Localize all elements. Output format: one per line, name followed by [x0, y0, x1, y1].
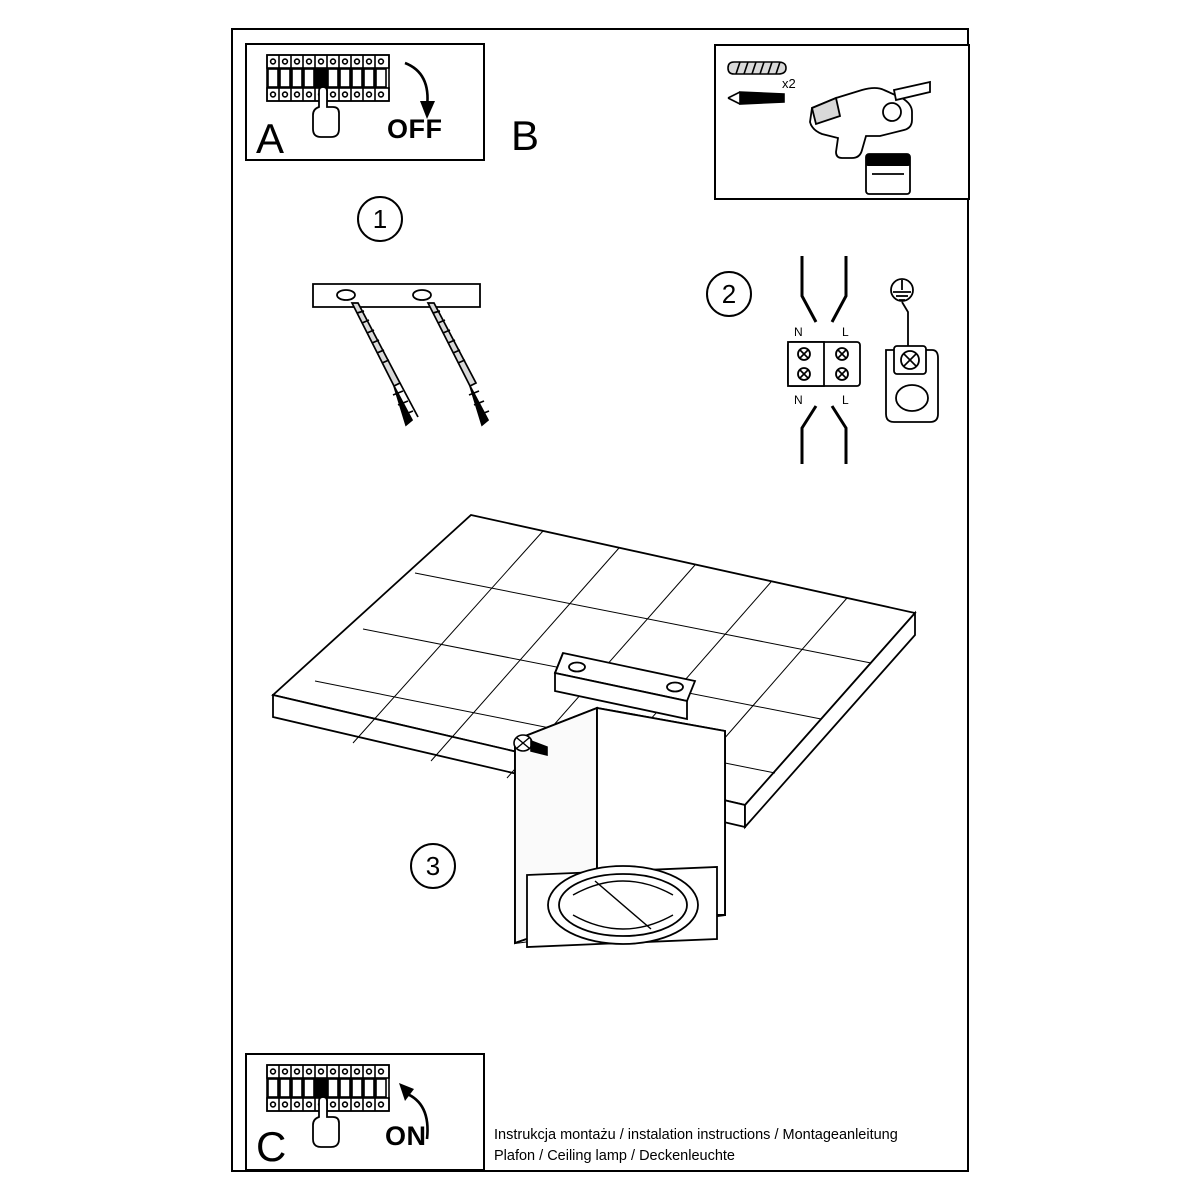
wiring-label-l-bottom: L — [842, 393, 849, 407]
step-3-graphic — [255, 495, 955, 965]
step-1-graphic — [300, 275, 530, 455]
panel-b — [714, 44, 970, 200]
step-3-badge — [410, 843, 456, 889]
panel-a-letter: A — [256, 115, 285, 162]
panel-b-letter: B — [511, 112, 540, 159]
wiring-label-n-top: N — [794, 325, 803, 339]
step-3-number: 3 — [425, 850, 441, 881]
anchor-quantity-text: x2 — [782, 76, 796, 91]
step-2-badge — [706, 271, 752, 317]
earth-ground-icon — [891, 279, 913, 348]
step-2-number: 2 — [721, 278, 737, 309]
panel-b-graphic — [716, 46, 968, 198]
caption-line-1: Instrukcja montażu / instalation instructions / Montageanleitung — [494, 1127, 898, 1143]
step-1-number: 1 — [372, 203, 388, 234]
step-1-badge — [357, 196, 403, 242]
panel-c-letter: C — [256, 1123, 287, 1170]
panel-a-off-label: OFF — [387, 114, 443, 144]
step-2-graphic — [780, 250, 970, 480]
panel-c-on-label: ON — [385, 1121, 427, 1151]
wiring-label-n-bottom: N — [794, 393, 803, 407]
caption-line-2: Plafon / Ceiling lamp / Deckenleuchte — [494, 1148, 735, 1164]
wiring-label-l-top: L — [842, 325, 849, 339]
